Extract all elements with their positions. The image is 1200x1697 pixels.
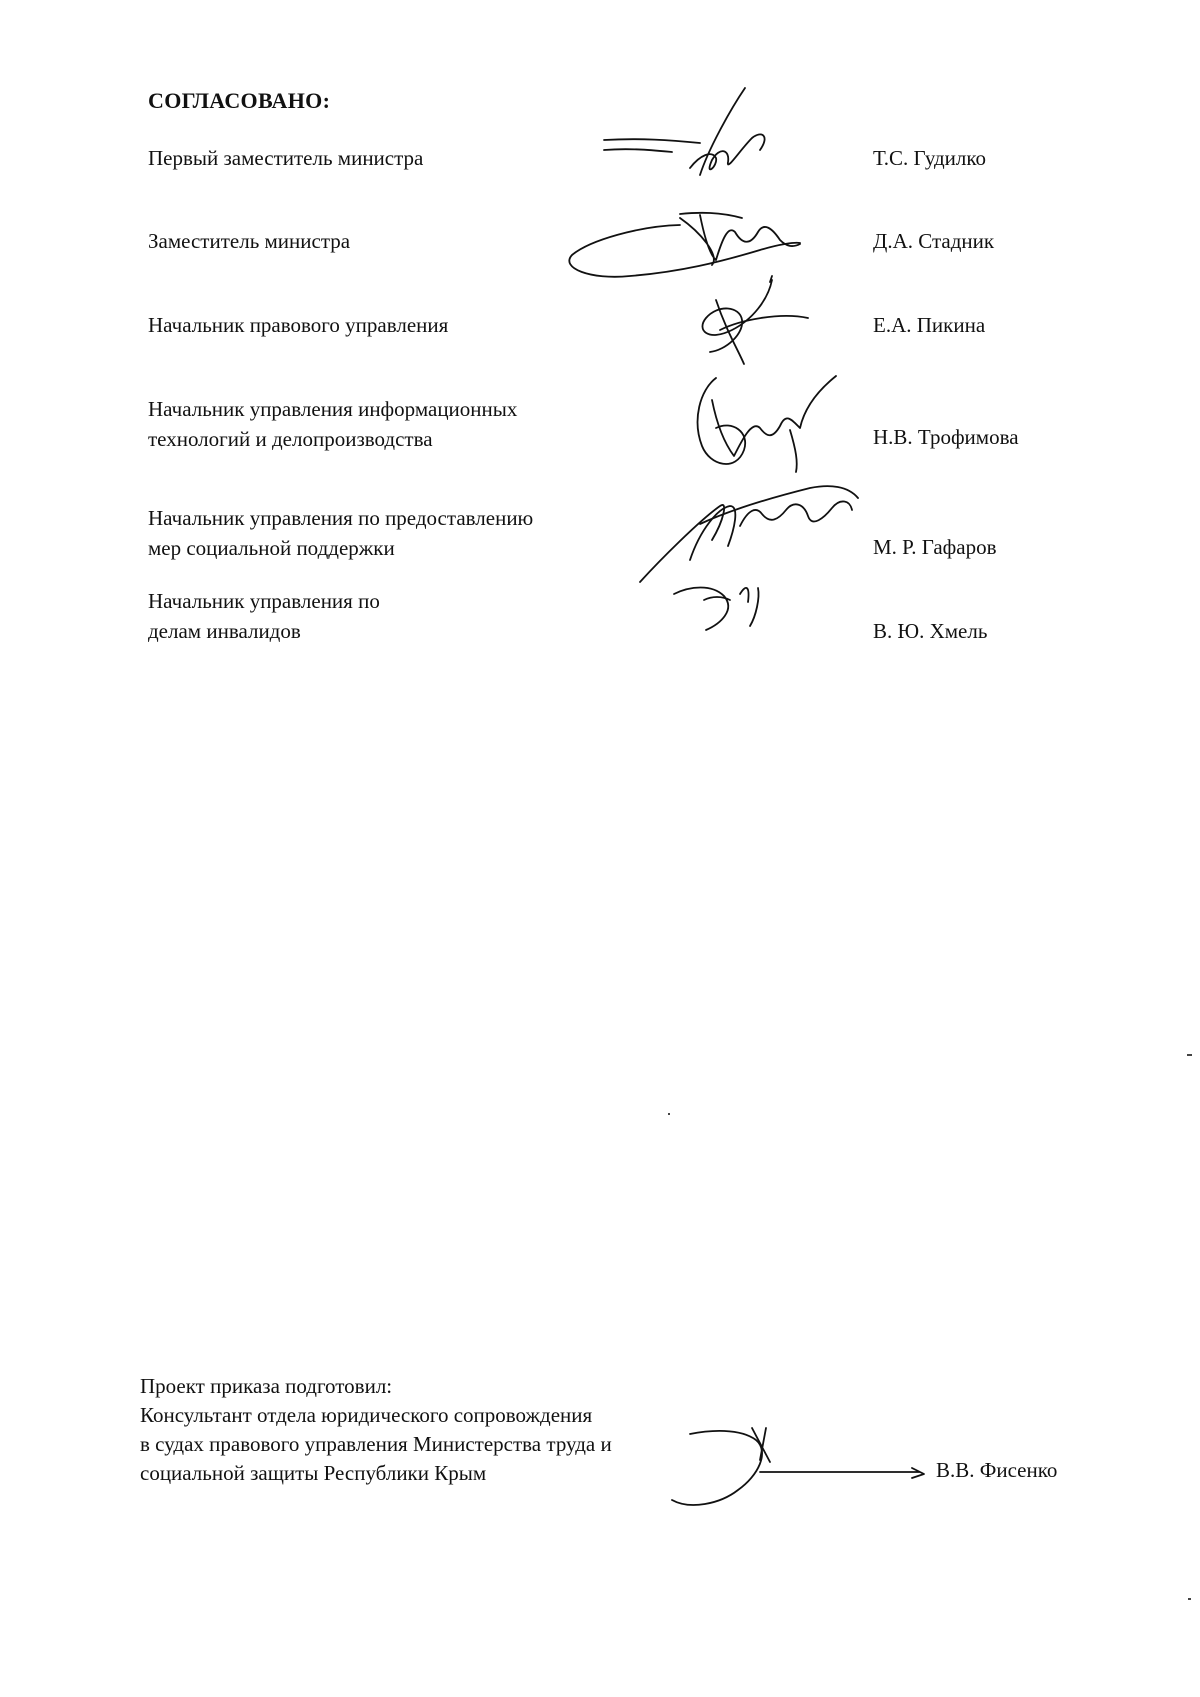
prepared-line: социальной защиты Республики Крым <box>140 1461 487 1485</box>
title-line: Начальник управления по <box>148 589 380 613</box>
title-line: Первый заместитель министра <box>148 146 424 170</box>
scan-speck <box>668 1113 670 1115</box>
signature-gudilko <box>604 88 765 175</box>
approver-title-social-support-head <box>148 503 533 563</box>
title-line: Заместитель министра <box>148 229 351 253</box>
title-line: технологий и делопроизводства <box>148 427 433 451</box>
approver-name-trofimova: Н.В. Трофимова <box>873 425 1019 449</box>
title-line: Начальник правового управления <box>148 313 449 337</box>
approver-title-disability-head <box>148 586 380 646</box>
signature-stadnik <box>569 213 800 277</box>
preparer-name-fisenko: В.В. Фисенко <box>936 1458 1058 1482</box>
prepared-line: Консультант отдела юридического сопровождения <box>140 1403 593 1427</box>
approver-title-legal-head <box>148 310 448 340</box>
approver-title-first-deputy <box>148 143 423 173</box>
approver-name-pikina: Е.А. Пикина <box>873 313 986 337</box>
approver-name-gudilko: Т.С. Гудилко <box>873 146 987 170</box>
prepared-line: в судах правового управления Министерства труда и <box>140 1432 612 1456</box>
approver-name-gafarov: М. Р. Гафаров <box>873 535 997 559</box>
prepared-by-block <box>140 1372 612 1488</box>
title-line: Начальник управления информационных <box>148 397 518 421</box>
approver-title-deputy <box>148 226 350 256</box>
approver-title-it-head <box>148 394 517 454</box>
approver-name-stadnik: Д.А. Стадник <box>873 229 995 253</box>
signature-gafarov <box>640 486 858 630</box>
title-line: мер социальной поддержки <box>148 536 395 560</box>
title-line: делам инвалидов <box>148 619 301 643</box>
scan-speck <box>1187 1054 1192 1056</box>
signature-fisenko <box>672 1428 924 1505</box>
title-line: Начальник управления по предоставлению <box>148 506 534 530</box>
signature-pikina <box>702 276 808 364</box>
approver-name-khmel: В. Ю. Хмель <box>873 619 988 643</box>
approval-heading: СОГЛАСОВАНО: <box>148 88 331 113</box>
signature-trofimova <box>698 376 836 472</box>
prepared-line: Проект приказа подготовил: <box>140 1374 393 1398</box>
scan-speck <box>1188 1598 1191 1600</box>
